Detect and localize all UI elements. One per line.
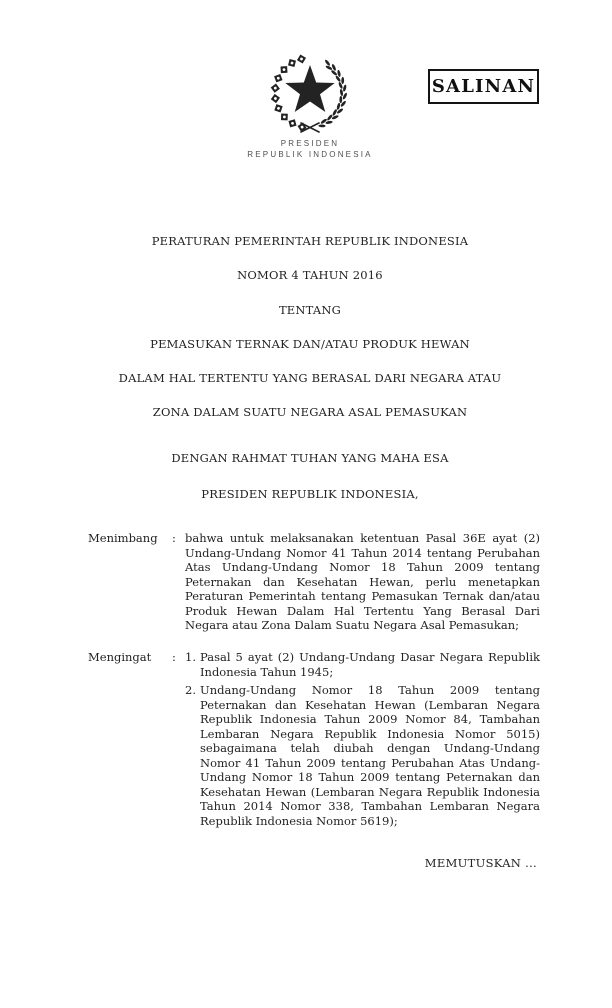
- letterhead-line1: PRESIDEN: [280, 139, 340, 148]
- rice-wreath-icon: [318, 59, 347, 127]
- doc-title-line-5: DALAM HAL TERTENTU YANG BERASAL DARI NEGARA ATAU: [118, 371, 502, 385]
- considerations-colon: :: [172, 531, 176, 545]
- presidential-emblem: [254, 54, 366, 138]
- star-icon: [285, 65, 334, 112]
- legal-basis-section: [88, 650, 540, 828]
- considerations-label: Menimbang: [88, 531, 158, 545]
- letterhead: [10, 139, 610, 160]
- doc-title-line-2: NOMOR 4 TAHUN 2016: [237, 268, 383, 282]
- continuation-catchword: MEMUTUSKAN ...: [424, 856, 537, 870]
- doc-title-line-3: TENTANG: [278, 303, 342, 317]
- doc-title-line-4: PEMASUKAN TERNAK DAN/ATAU PRODUK HEWAN: [150, 337, 470, 351]
- authority-line: PRESIDEN REPUBLIK INDONESIA,: [201, 487, 419, 501]
- salinan-stamp: SALINAN: [428, 69, 539, 104]
- legal-basis-item-1: [185, 650, 540, 679]
- considerations-text: bahwa untuk melaksanakan ketentuan Pasal 36E ayat (2) Undang-Undang Nomor 41 Tahun 2014 tentang Perubahan Atas Undang-Undang Nomor 18 Tahun 2009 tentang Peternakan dan Kesehatan Hewan, perlu menetapkan Peraturan Pemerintah tentang Pemasukan Ternak dan/atau Produk Hewan Dalam Hal Tertentu Yang Berasal Dari Negara atau Zona Dalam Suatu Negara Asal Pemasukan;: [185, 531, 540, 632]
- legal-basis-item-2: [185, 683, 540, 828]
- item-number: 2.: [185, 683, 196, 697]
- doc-title-line-1: PERATURAN PEMERINTAH REPUBLIK INDONESIA: [151, 234, 469, 248]
- invocation-line: DENGAN RAHMAT TUHAN YANG MAHA ESA: [171, 451, 449, 465]
- considerations-section: [88, 531, 540, 633]
- legal-basis-list: [185, 650, 540, 828]
- legal-basis-label: Mengingat: [88, 650, 152, 664]
- item-text: Pasal 5 ayat (2) Undang-Undang Dasar Negara Republik Indonesia Tahun 1945;: [200, 650, 540, 679]
- letterhead-line2: REPUBLIK INDONESIA: [247, 149, 373, 159]
- item-number: 1.: [185, 650, 196, 664]
- doc-title-line-6: ZONA DALAM SUATU NEGARA ASAL PEMASUKAN: [152, 405, 468, 419]
- item-text: Undang-Undang Nomor 18 Tahun 2009 tentang Peternakan dan Kesehatan Hewan (Lembaran Negara Republik Indonesia Tahun 2009 Nomor 84, Tambahan Lembaran Negara Republik Indonesia Nomor 5015) sebagaimana telah diubah dengan Undang-Undang Nomor 41 Tahun 2009 tentang Perubahan Atas Undang-Undang Nomor 18 Tahun 2009 tentang Peternakan dan Kesehatan Hewan (Lembaran Negara Republik Indonesia Tahun 2014 Nomor 338, Tambahan Lembaran Negara Republik Indonesia Nomor 5619);: [200, 683, 540, 828]
- legal-basis-colon: :: [172, 650, 176, 664]
